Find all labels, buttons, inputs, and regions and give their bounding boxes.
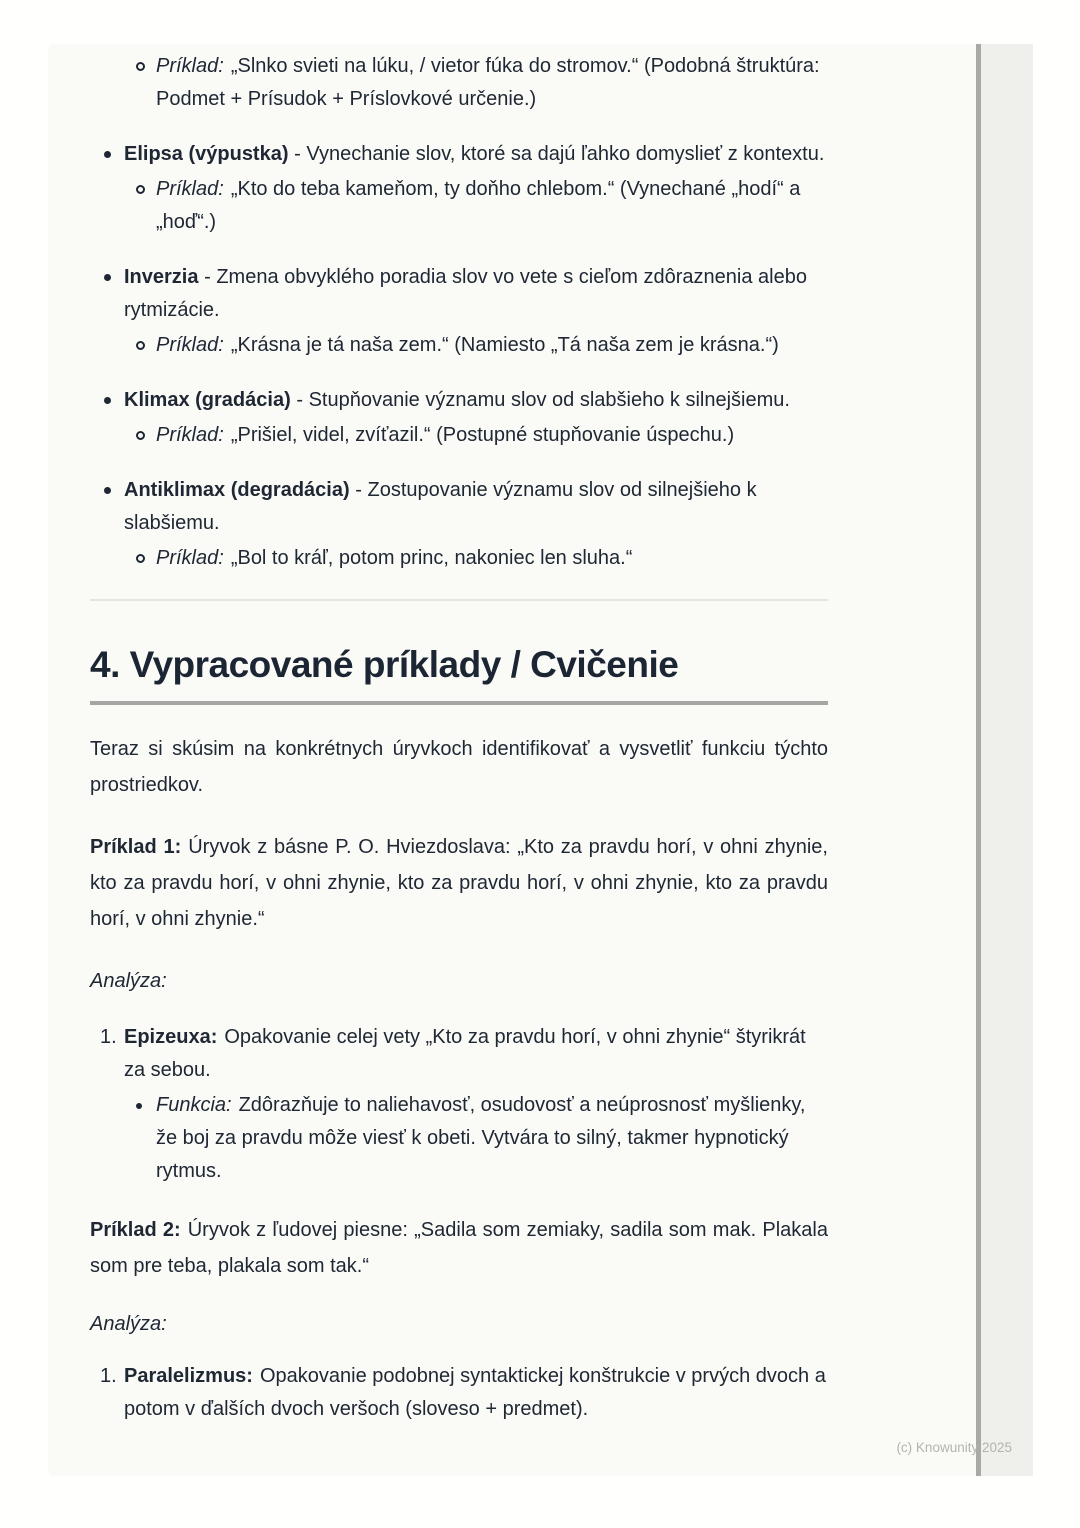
example1-paragraph: Príklad 1: Úryvok z básne P. O. Hviezdoslava: „Kto za pravdu horí, v ohni zhynie, kto za pravdu horí, v ohni zhynie, kto za pravdu horí, v ohni zhynie, kto za pravdu horí, v ohni zhynie.“ (90, 836, 828, 930)
scrollbar-track[interactable] (981, 44, 1033, 1476)
numbered-item-text: Paralelizmus: Opakovanie podobnej syntaktickej konštrukcie v prvých dvoch a potom v ďalších dvoch veršoch (sloveso + predmet). (124, 1365, 826, 1420)
definitions-list (90, 50, 828, 575)
list-number: 1. (100, 1026, 117, 1048)
list-item (90, 261, 828, 362)
example1-label: Príklad 1: (90, 836, 182, 858)
circle-bullet-icon (124, 542, 156, 575)
term-definition: Antiklimax (degradácia) - Zostupovanie významu slov od silnejšieho k slabšiemu. (124, 479, 757, 534)
example-label: Príklad: (156, 547, 224, 569)
list-item (90, 384, 828, 452)
list-number: 1. (100, 1365, 117, 1387)
bullet-icon (90, 384, 124, 417)
function-text: Funkcia: Zdôrazňuje to naliehavosť, osudovosť a neúprosnosť myšlienky, že boj za pravdu môže viesť k obeti. Vytvára to silný, takmer hypnotický rytmus. (156, 1094, 806, 1182)
example-sub-item (124, 419, 828, 452)
watermark: (c) Knowunity 2025 (896, 1440, 1012, 1455)
example-sub-item (124, 173, 828, 239)
example-text: Príklad: „Kto do teba kameňom, ty doňho chlebom.“ (Vynechané „hodí“ a „hoď“.) (156, 178, 801, 233)
list-item (90, 138, 828, 239)
example-label: Príklad: (156, 424, 224, 446)
example-sub-item (124, 329, 828, 362)
term-definition: Inverzia - Zmena obvyklého poradia slov vo vete s cieľom zdôraznenia alebo rytmizácie. (124, 266, 807, 321)
example-text: Príklad: „Prišiel, videl, zvíťazil.“ (Postupné stupňovanie úspechu.) (156, 424, 735, 446)
section-heading: 4. Vypracované príklady / Cvičenie (90, 644, 679, 685)
circle-bullet-icon (124, 50, 156, 83)
bullet-icon (124, 1089, 156, 1122)
circle-bullet-icon (124, 419, 156, 452)
intro-paragraph: Teraz si skúsim na konkrétnych úryvkoch identifikovať a vysvetliť funkciu týchto prostriedkov. (90, 738, 828, 796)
example-text: Príklad: „Bol to kráľ, potom princ, nakoniec len sluha.“ (156, 547, 633, 569)
analysis2-label: Analýza: (90, 1313, 167, 1335)
list-item (90, 474, 828, 575)
scrollbar-thumb[interactable] (976, 44, 981, 1476)
example-label: Príklad: (156, 178, 224, 200)
heading-underline (90, 701, 828, 705)
numbered-item-text: Epizeuxa: Opakovanie celej vety „Kto za pravdu horí, v ohni zhynie“ štyrikrát za sebou. (124, 1026, 806, 1081)
bullet-icon (90, 261, 124, 294)
function-label: Funkcia: (156, 1094, 232, 1116)
circle-bullet-icon (124, 329, 156, 362)
example2-paragraph: Príklad 2: Úryvok z ľudovej piesne: „Sadila som zemiaky, sadila som mak. Plakala som pre teba, plakala som tak.“ (90, 1219, 828, 1277)
numbered-item (90, 1360, 828, 1426)
function-sub-item (124, 1089, 828, 1188)
example-sub-item (124, 50, 828, 116)
document-page (48, 44, 976, 1476)
example-sub-item (124, 542, 828, 575)
analysis1-list (90, 1021, 828, 1188)
bullet-icon (90, 138, 124, 171)
example-label: Príklad: (156, 55, 224, 77)
document-content (48, 44, 976, 1426)
numbered-item (90, 1021, 828, 1188)
circle-bullet-icon (124, 173, 156, 206)
example-text: Príklad: „Krásna je tá naša zem.“ (Namiesto „Tá naša zem je krásna.“) (156, 334, 779, 356)
term-definition: Klimax (gradácia) - Stupňovanie významu slov od slabšieho k silnejšiemu. (124, 389, 790, 411)
example-text: Príklad: „Slnko svieti na lúku, / vietor fúka do stromov.“ (Podobná štruktúra: Podmet + Prísudok + Príslovkové určenie.) (156, 55, 820, 110)
list-item (90, 50, 828, 116)
analysis2-list (90, 1360, 828, 1426)
example2-label: Príklad 2: (90, 1219, 181, 1241)
example-label: Príklad: (156, 334, 224, 356)
analysis1-label: Analýza: (90, 970, 167, 992)
section-divider (90, 599, 828, 601)
term-definition: Elipsa (výpustka) - Vynechanie slov, ktoré sa dajú ľahko domyslieť z kontextu. (124, 143, 825, 165)
bullet-icon (90, 474, 124, 507)
